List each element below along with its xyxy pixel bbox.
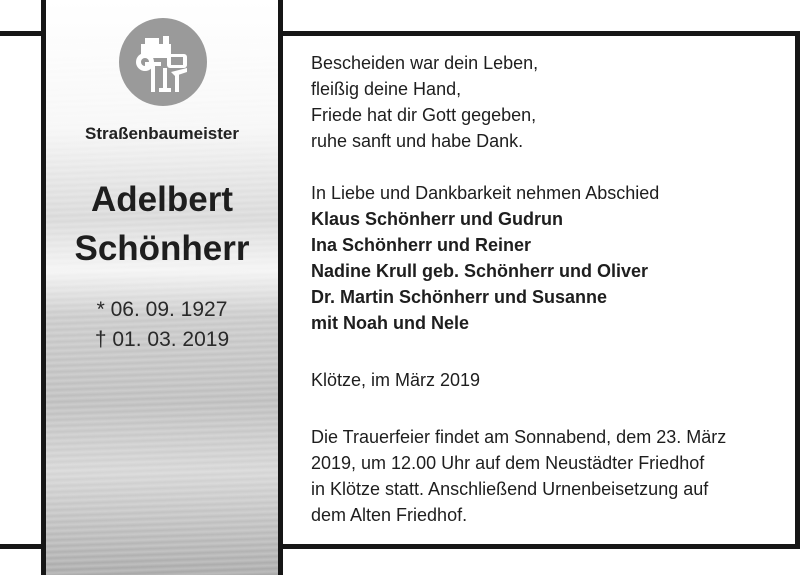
- mourner-name: Klaus Schönherr und Gudrun: [311, 209, 564, 229]
- farewell-section: [311, 180, 777, 336]
- deceased-first-name: Adelbert: [91, 180, 233, 219]
- service-line: in Klötze statt. Anschließend Urnenbeisetzung auf: [311, 479, 709, 499]
- profession-title: Straßenbaumeister: [85, 124, 239, 143]
- death-date: † 01. 03. 2019: [94, 328, 230, 351]
- poem: [311, 50, 777, 154]
- mourner-name: mit Noah und Nele: [311, 313, 470, 333]
- left-panel: [41, 0, 283, 575]
- mourner-name: Dr. Martin Schönherr und Susanne: [311, 287, 608, 307]
- service-line: Die Trauerfeier findet am Sonnabend, dem 23. März: [311, 427, 727, 447]
- poem-line: Friede hat dir Gott gegeben,: [311, 105, 537, 125]
- mourner-name: Ina Schönherr und Reiner: [311, 235, 532, 255]
- mourner-name: Nadine Krull geb. Schönherr und Oliver: [311, 261, 649, 281]
- service-line: dem Alten Friedhof.: [311, 505, 468, 525]
- deceased-last-name: Schönherr: [74, 229, 250, 268]
- poem-line: fleißig deine Hand,: [311, 79, 462, 99]
- frame-right-edge: [795, 31, 800, 549]
- place-date: Klötze, im März 2019: [311, 370, 481, 390]
- poem-line: Bescheiden war dein Leben,: [311, 53, 539, 73]
- road-roller-tools-icon: [119, 18, 207, 106]
- service-line: 2019, um 12.00 Uhr auf dem Neustädter Friedhof: [311, 453, 705, 473]
- farewell-intro: In Liebe und Dankbarkeit nehmen Abschied: [311, 183, 660, 203]
- funeral-service-info: [311, 424, 777, 528]
- birth-date: * 06. 09. 1927: [96, 298, 228, 321]
- poem-line: ruhe sanft und habe Dank.: [311, 131, 524, 151]
